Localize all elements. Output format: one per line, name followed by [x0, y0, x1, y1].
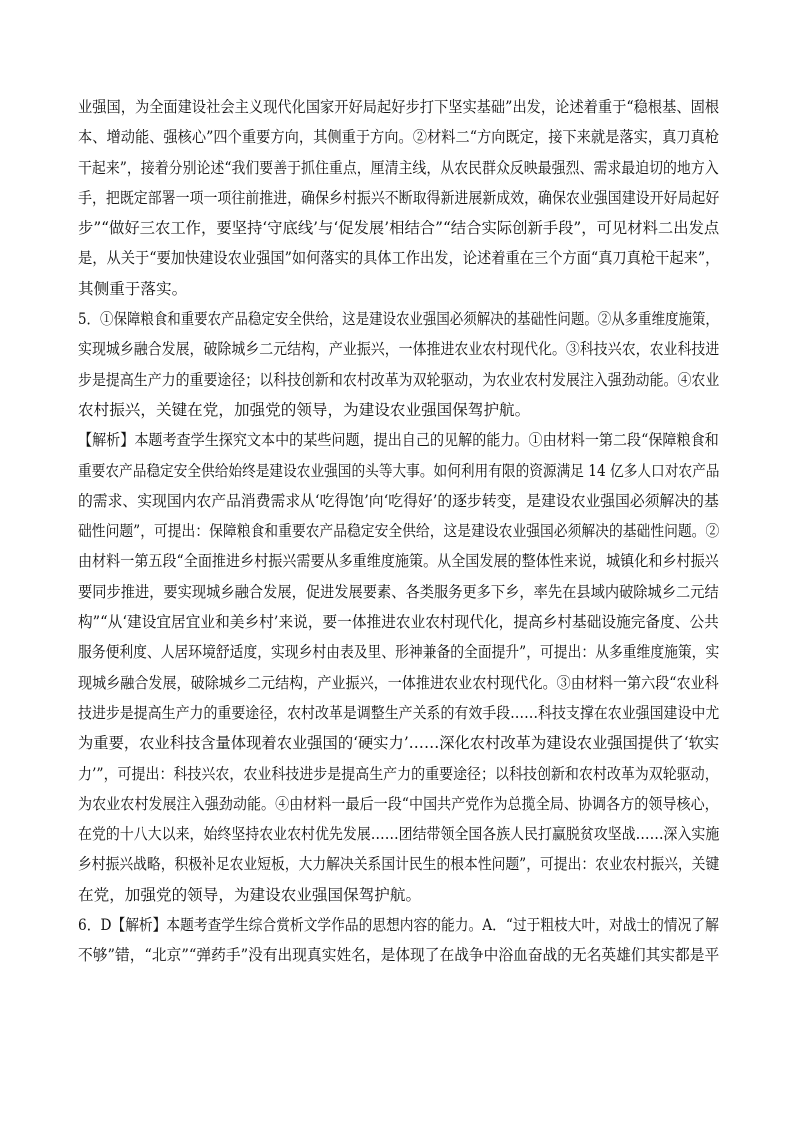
answer-5-line: 5．①保障粮食和重要农产品稳定安全供给，这是建设农业强国必须解决的基础性问题。②从多重维度施策，: [78, 310, 719, 329]
text-line: 农村振兴，关键在党，加强党的领导，为建设农业强国保驾护航。: [78, 400, 531, 419]
text-line: 要同步推进，要实现城乡融合发展，促进发展要素、各类服务更多下乡，率先在县域内破除城乡二元结: [78, 582, 719, 601]
text-line: 是，从关于“要加快建设农业强国”如何落实的具体工作出发，论述着重在三个方面“真刀真枪干起来”，: [78, 249, 720, 268]
text-line: 本、增动能、强核心”四个重要方向，其侧重于方向。②材料二“方向既定，接下来就是落实，真刀真枪: [78, 128, 720, 147]
text-line: 在党，加强党的领导，为建设农业强国保驾护航。: [78, 885, 422, 904]
text-line: 步”“做好三农工作，要坚持‘守底线’与‘促发展’相结合”“结合实际创新手段”，可见材料二出发点: [78, 219, 720, 238]
text-line: 在党的十八大以来，始终坚持农业农村优先发展……团结带领全国各族人民打赢脱贫攻坚战……深入实施: [78, 825, 720, 844]
text-line: 实现城乡融合发展，破除城乡二元结构，产业振兴，一体推进农业农村现代化。③科技兴农，农业科技进: [78, 340, 720, 359]
answer-analysis-text: [78, 92, 719, 971]
text-line: 乡村振兴战略，积极补足农业短板，大力解决关系国计民生的根本性问题”，可提出：农业农村振兴，关键: [78, 855, 720, 874]
text-line: 其侧重于落实。: [78, 279, 188, 298]
text-line: 的需求、实现国内农产品消费需求从‘吃得饱’向‘吃得好’的逐步转变，是建设农业强国必须解决的基: [78, 491, 719, 510]
answer-6-line: 6．D【解析】本题考查学生综合赏析文学作品的思想内容的能力。A．“过于粗枝大叶，对战士的情况了解: [78, 916, 719, 935]
text-line: 力’”，可提出：科技兴农，农业科技进步是提高生产力的重要途径；以科技创新和农村改革为双轮驱动，: [78, 764, 719, 783]
text-line: 不够”错，“北京”“弹药手”没有出现真实姓名，是体现了在战争中浴血奋战的无名英雄们其实都是平: [78, 946, 720, 965]
text-line: 为农业农村发展注入强劲动能。④由材料一最后一段“中国共产党作为总揽全局、协调各方的领导核心，: [78, 794, 719, 813]
text-line: 手，把既定部署一项一项往前推进，确保乡村振兴不断取得新进展新成效，确保农业强国建设开好局起好: [78, 188, 720, 207]
analysis-heading-line: 【解析】本题考查学生探究文本中的某些问题，提出自己的见解的能力。①由材料一第二段“保障粮食和: [78, 431, 719, 450]
text-line: 构”“从‘建设宜居宜业和美乡村’来说，要一体推进农业农村现代化，提高乡村基础设施完备度、公共: [78, 613, 719, 632]
text-line: 干起来”，接着分别论述“我们要善于抓住重点，厘清主线，从农民群众反映最强烈、需求最迫切的地方入: [78, 158, 719, 177]
text-line: 由材料一第五段“全面推进乡村振兴需要从多重维度施策。从全国发展的整体性来说，城镇化和乡村振兴: [78, 552, 719, 571]
text-line: 技进步是提高生产力的重要途径，农村改革是调整生产关系的有效手段……科技支撑在农业强国建设中尤: [78, 703, 720, 722]
text-line: 础性问题”，可提出：保障粮食和重要农产品稳定安全供给，这是建设农业强国必须解决的基础性问题。②: [78, 522, 720, 541]
text-line: 服务便利度、人居环境舒适度，实现乡村由表及里、形神兼备的全面提升”，可提出：从多重维度施策，实: [78, 643, 720, 662]
text-line: 步是提高生产力的重要途径；以科技创新和农村改革为双轮驱动，为农业农村发展注入强劲动能。④农业: [78, 370, 720, 389]
text-line: 业强国，为全面建设社会主义现代化国家开好局起好步打下坚实基础”出发，论述着重于“稳根基、固根: [78, 98, 720, 116]
text-line: 为重要，农业科技含量体现着农业强国的‘硬实力’……深化农村改革为建设农业强国提供了‘软实: [78, 734, 720, 753]
text-line: 重要农产品稳定安全供给始终是建设农业强国的头等大事。如何利用有限的资源满足 14 亿多人口对农产品: [78, 461, 720, 480]
text-line: 现城乡融合发展，破除城乡二元结构，产业振兴，一体推进农业农村现代化。③由材料一第六段“农业科: [78, 673, 719, 692]
